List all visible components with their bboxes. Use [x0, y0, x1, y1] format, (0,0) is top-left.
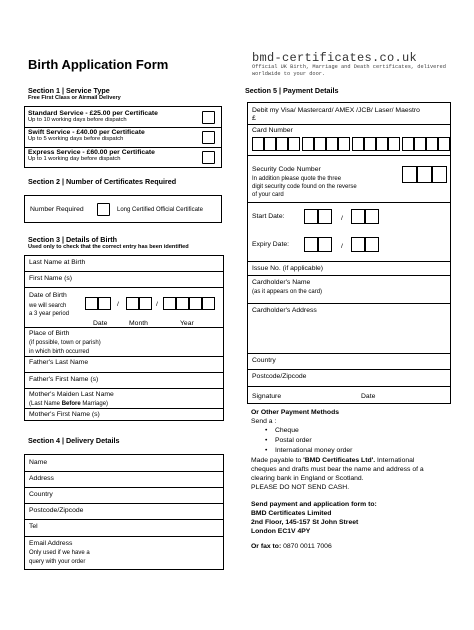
start-year-digit-1[interactable] — [351, 209, 365, 224]
brand-url: bmd-certificates.co.uk — [252, 51, 418, 65]
divider — [248, 386, 450, 387]
father-last-name-label[interactable]: Father's Last Name — [29, 359, 89, 366]
security-code-note-3: of your card — [252, 192, 284, 198]
mother-maiden-note-a: (Last Name — [29, 401, 62, 407]
expiry-date-slash: / — [341, 243, 343, 250]
service-swift-note: Up to 5 working days before dispatch — [28, 136, 124, 142]
card-digit[interactable] — [252, 137, 264, 151]
security-code-note-1: In addition please quote the three — [252, 176, 342, 182]
first-names-label[interactable]: First Name (s) — [29, 275, 73, 282]
method-postal-order-label: Postal order — [274, 437, 312, 444]
address-line-2: 2nd Floor, 145-157 St John Street — [251, 519, 359, 526]
divider — [25, 503, 223, 504]
delivery-details-box — [24, 454, 224, 570]
mother-maiden-note-b: Before — [61, 401, 81, 407]
dob-day-digit-1[interactable] — [85, 297, 98, 310]
last-name-at-birth-label[interactable]: Last Name at Birth — [29, 259, 86, 266]
place-of-birth-label[interactable]: Place of Birth — [29, 330, 70, 337]
number-required-label: Number Required — [30, 206, 84, 213]
expiry-year-digit-1[interactable] — [351, 237, 365, 252]
divider — [25, 487, 223, 488]
method-postal-order — [251, 436, 456, 446]
divider — [25, 519, 223, 520]
expiry-date-label: Expiry Date: — [252, 241, 290, 248]
divider — [25, 127, 221, 128]
security-code-note-2: digit security code found on the reverse — [252, 184, 357, 190]
delivery-email-note-2: query with your order — [29, 559, 86, 565]
service-standard-checkbox[interactable] — [202, 111, 215, 124]
section1-heading: Section 1 | Service Type — [28, 86, 110, 95]
card-digit[interactable] — [326, 137, 338, 151]
divider — [25, 388, 223, 389]
service-swift — [28, 129, 145, 142]
start-year-digit-2[interactable] — [365, 209, 379, 224]
dob-label: Date of Birth — [29, 292, 67, 299]
start-date-slash: / — [341, 215, 343, 222]
service-express-name: Express Service - £60.00 per Certificate — [28, 149, 155, 156]
card-digit[interactable] — [338, 137, 350, 151]
bullet-icon: • — [265, 447, 268, 454]
service-swift-name: Swift Service - £40.00 per Certificate — [28, 129, 145, 136]
delivery-email-note-1: Only used if we have a — [29, 550, 90, 556]
divider — [248, 275, 450, 276]
fax-line — [251, 542, 456, 551]
card-digit[interactable] — [288, 137, 300, 151]
mother-first-names-label[interactable]: Mother's First Name (s) — [29, 411, 100, 418]
certificate-type-label: Long Certified Official Certificate — [117, 207, 203, 213]
dob-month-digit-2[interactable] — [139, 297, 152, 310]
section2-heading: Section 2 | Number of Certificates Required — [28, 177, 177, 186]
card-digit[interactable] — [264, 137, 276, 151]
security-digit-1[interactable] — [402, 166, 417, 183]
payment-details-box — [247, 102, 451, 404]
card-digit[interactable] — [302, 137, 314, 151]
dob-year-digit-1[interactable] — [163, 297, 176, 310]
dob-note-1: we will search — [29, 303, 67, 309]
payable-line-2: cheques and drafts must bear the name and address of a — [251, 466, 424, 473]
dob-year-digit-2[interactable] — [176, 297, 189, 310]
payment-country-label[interactable]: Country — [252, 357, 276, 364]
security-code-label: Security Code Number — [252, 166, 321, 173]
card-digit[interactable] — [388, 137, 400, 151]
payment-postcode-label[interactable]: Postcode/Zipcode — [252, 373, 307, 380]
father-first-names-label[interactable]: Father's First Name (s) — [29, 376, 99, 383]
other-payment-heading: Or Other Payment Methods — [251, 409, 339, 416]
divider — [25, 327, 223, 328]
cardholder-name-label[interactable]: Cardholder's Name — [252, 279, 311, 286]
dob-year-digit-4[interactable] — [202, 297, 215, 310]
other-payment-methods — [251, 408, 456, 551]
service-type-box — [24, 106, 222, 168]
card-digit[interactable] — [414, 137, 426, 151]
divider — [25, 536, 223, 537]
number-required-input[interactable] — [97, 203, 110, 216]
payable-suffix: International — [375, 457, 415, 464]
method-cheque — [251, 426, 456, 436]
payable-prefix: Made payable to — [251, 457, 304, 464]
dob-slash-1: / — [117, 301, 119, 308]
place-of-birth-note-1: (if possible, town or parish) — [29, 340, 101, 346]
section5-heading: Section 5 | Payment Details — [245, 86, 339, 95]
address-line-1: BMD Certificates Limited — [251, 510, 332, 517]
divider — [248, 261, 450, 262]
send-a-label: Send a : — [251, 418, 277, 425]
brand-tagline: Official UK Birth, Marriage and Death certificates, delivered worldwide to your door. — [252, 64, 446, 77]
dob-day-digit-2[interactable] — [98, 297, 111, 310]
divider — [25, 471, 223, 472]
mother-maiden-name-note — [29, 400, 108, 408]
form-title: Birth Application Form — [28, 57, 169, 72]
security-digit-3[interactable] — [432, 166, 447, 183]
amount-currency-label[interactable]: £ — [252, 115, 256, 122]
place-of-birth-note-2: in which birth occurred — [29, 349, 90, 355]
service-express-checkbox[interactable] — [202, 151, 215, 164]
service-express-note: Up to 1 working day before dispatch — [28, 156, 121, 162]
dob-year-caption: Year — [180, 320, 194, 327]
section3-heading: Section 3 | Details of Birth — [28, 235, 118, 244]
card-number-label: Card Number — [252, 127, 293, 134]
card-digit[interactable] — [426, 137, 438, 151]
payable-line-1 — [251, 456, 456, 465]
card-digit[interactable] — [276, 137, 288, 151]
mother-maiden-note-c: Marriage) — [80, 401, 109, 407]
section4-heading: Section 4 | Delivery Details — [28, 436, 120, 445]
card-digit[interactable] — [402, 137, 414, 151]
expiry-month-digit-1[interactable] — [304, 237, 318, 252]
bullet-icon: • — [265, 427, 268, 434]
section3-subheading: Used only to check that the correct entry has been identified — [28, 244, 189, 250]
divider — [25, 287, 223, 288]
divider — [248, 369, 450, 370]
divider — [25, 147, 221, 148]
fax-number: 0870 0011 7006 — [281, 543, 332, 550]
delivery-country-label[interactable]: Country — [29, 491, 53, 498]
card-digit[interactable] — [438, 137, 450, 151]
debit-card-types-label: Debit my Visa/ Mastercard/ AMEX /JCB/ Laser/ Maestro — [252, 107, 420, 114]
dob-month-caption: Month — [129, 320, 148, 327]
start-month-digit-1[interactable] — [304, 209, 318, 224]
start-date-label: Start Date: — [252, 213, 285, 220]
service-express — [28, 149, 155, 162]
divider — [248, 124, 450, 125]
method-money-order-label: International money order — [274, 447, 353, 454]
delivery-email-label[interactable]: Email Address — [29, 540, 73, 547]
service-standard-name: Standard Service - £25.00 per Certificate — [28, 110, 158, 117]
start-month-digit-2[interactable] — [318, 209, 332, 224]
dob-date-caption: Date — [93, 320, 108, 327]
payable-line-3: clearing bank in England or Scotland. — [251, 475, 364, 482]
delivery-name-label[interactable]: Name — [29, 459, 48, 466]
security-digit-2[interactable] — [417, 166, 432, 183]
service-standard — [28, 110, 158, 123]
no-cash-notice: PLEASE DO NOT SEND CASH. — [251, 484, 350, 491]
bullet-icon: • — [265, 437, 268, 444]
issue-number-label[interactable]: Issue No. (if applicable) — [252, 265, 324, 272]
card-digit[interactable] — [352, 137, 364, 151]
divider — [25, 408, 223, 409]
section1-subheading: Free First Class or Airmail Delivery — [28, 95, 121, 101]
divider — [248, 353, 450, 354]
divider — [25, 356, 223, 357]
birth-details-box — [24, 255, 224, 421]
delivery-postcode-label[interactable]: Postcode/Zipcode — [29, 507, 84, 514]
divider — [248, 155, 450, 156]
certificates-box — [24, 195, 222, 223]
divider — [248, 303, 450, 304]
method-money-order — [251, 446, 456, 456]
send-payment-heading: Send payment and application form to: — [251, 501, 377, 508]
expiry-year-digit-2[interactable] — [365, 237, 379, 252]
divider — [248, 202, 450, 203]
address-line-3: London EC1V 4PY — [251, 528, 311, 535]
divider — [25, 271, 223, 272]
dob-year-digit-3[interactable] — [189, 297, 202, 310]
signature-date-label[interactable]: Date — [361, 393, 376, 400]
service-standard-note: Up to 10 working days before dispatch — [28, 117, 127, 123]
signature-label[interactable]: Signature — [252, 393, 282, 400]
divider — [25, 372, 223, 373]
dob-note-2: a 3 year period — [29, 311, 70, 317]
dob-month-digit-1[interactable] — [126, 297, 139, 310]
delivery-address-label[interactable]: Address — [29, 475, 54, 482]
dob-slash-2: / — [156, 301, 158, 308]
mother-maiden-name-label[interactable]: Mother's Maiden Last Name — [29, 391, 114, 398]
payable-company: 'BMD Certificates Ltd'. — [303, 457, 376, 464]
cardholder-name-note: (as it appears on the card) — [252, 289, 323, 295]
expiry-month-digit-2[interactable] — [318, 237, 332, 252]
card-digit[interactable] — [314, 137, 326, 151]
fax-label: Or fax to: — [251, 543, 282, 550]
card-digit[interactable] — [376, 137, 388, 151]
delivery-tel-label[interactable]: Tel — [29, 523, 38, 530]
method-cheque-label: Cheque — [274, 427, 299, 434]
cardholder-address-label[interactable]: Cardholder's Address — [252, 307, 317, 314]
service-swift-checkbox[interactable] — [202, 131, 215, 144]
card-digit[interactable] — [364, 137, 376, 151]
